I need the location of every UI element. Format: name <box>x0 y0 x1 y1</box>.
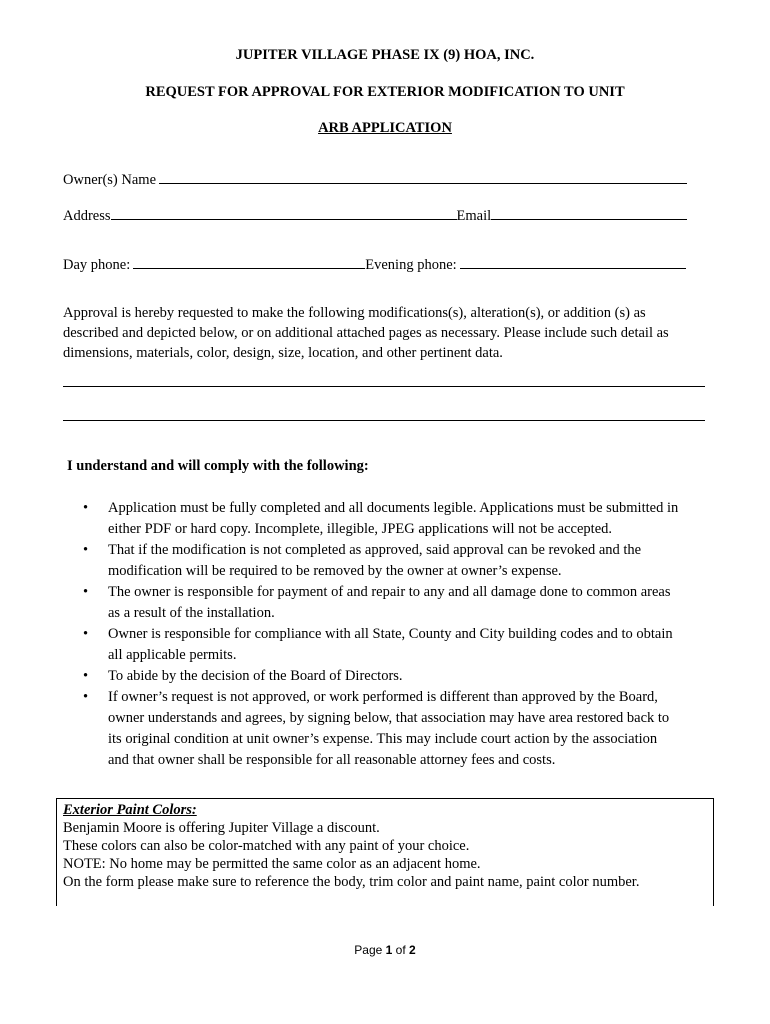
address-label: Address <box>63 208 111 224</box>
terms-item-line: The owner is responsible for payment of and repair to any and all damage done to common areas <box>108 584 671 600</box>
terms-item-line: Application must be fully completed and all documents legible. Applications must be submitted in <box>108 500 679 516</box>
bullet-icon: • <box>83 500 89 516</box>
evening-phone-label: Evening phone: <box>365 257 457 273</box>
evening-phone-field[interactable] <box>460 256 686 269</box>
terms-item-line: modification will be required to be removed by the owner at owner’s expense. <box>108 563 562 579</box>
of-word: of <box>395 943 406 957</box>
phone-row <box>63 256 686 274</box>
page-total: 2 <box>409 943 416 957</box>
owner-name-label: Owner(s) Name <box>63 172 157 188</box>
terms-heading: I understand and will comply with the following: <box>67 458 369 474</box>
day-phone-field[interactable] <box>133 256 365 269</box>
org-name: JUPITER VILLAGE PHASE IX (9) HOA, INC. <box>235 47 535 63</box>
terms-item-line: That if the modification is not completed as approved, said approval can be revoked and the <box>108 542 642 558</box>
terms-item <box>63 498 708 540</box>
arb-application-title: ARB APPLICATION <box>318 120 452 136</box>
terms-item <box>63 687 708 771</box>
paint-colors-line: These colors can also be color-matched with any paint of your choice. <box>63 838 470 854</box>
description-line-2[interactable] <box>63 420 705 421</box>
bullet-icon: • <box>83 542 89 558</box>
terms-item-line: its original condition at unit owner’s expense. This may include court action by the association <box>108 731 658 747</box>
address-field[interactable] <box>111 207 457 220</box>
page-footer <box>0 943 770 957</box>
page-current: 1 <box>385 943 393 957</box>
email-field[interactable] <box>491 207 687 220</box>
description-line-1[interactable] <box>63 386 705 387</box>
terms-item-line: either PDF or hard copy. Incomplete, illegible, JPEG applications will not be accepted. <box>108 521 613 537</box>
terms-item-line: To abide by the decision of the Board of Directors. <box>108 668 403 684</box>
day-phone-label: Day phone: <box>63 257 131 273</box>
intro-line: Approval is hereby requested to make the following modifications(s), alteration(s), or addition (s) as <box>63 305 646 321</box>
page-word: Page <box>354 943 383 957</box>
form-subtitle <box>0 120 770 137</box>
paint-colors-line: NOTE: No home may be permitted the same color as an adjacent home. <box>63 856 481 872</box>
form-title: REQUEST FOR APPROVAL FOR EXTERIOR MODIFICATION TO UNIT <box>145 84 625 100</box>
intro-line: dimensions, materials, color, design, size, location, and other pertinent data. <box>63 345 503 361</box>
paint-colors-title: Exterior Paint Colors: <box>63 802 197 818</box>
terms-item-line: all applicable permits. <box>108 647 237 663</box>
email-label: Email <box>456 208 492 224</box>
bullet-icon: • <box>83 689 89 705</box>
terms-item <box>63 666 708 687</box>
intro-line: described and depicted below, or on additional attached pages as necessary. Please include such detail as <box>63 325 669 341</box>
terms-item-line: owner understands and agrees, by signing below, that association may have area restored back to <box>108 710 670 726</box>
address-email-row <box>63 207 687 225</box>
intro-paragraph <box>63 303 708 363</box>
bullet-icon: • <box>83 668 89 684</box>
owner-name-row <box>63 171 687 189</box>
terms-item-line: If owner’s request is not approved, or work performed is different than approved by the Board, <box>108 689 658 705</box>
paint-colors-line: Benjamin Moore is offering Jupiter Village a discount. <box>63 820 380 836</box>
paint-colors-box <box>56 798 714 906</box>
terms-item-line: and that owner shall be responsible for all reasonable attorney fees and costs. <box>108 752 556 768</box>
owner-name-field[interactable] <box>159 171 687 184</box>
terms-item <box>63 540 708 582</box>
paint-colors-line: On the form please make sure to reference the body, trim color and paint name, paint color number. <box>63 874 640 890</box>
terms-item <box>63 582 708 624</box>
terms-list <box>63 498 708 771</box>
bullet-icon: • <box>83 584 89 600</box>
terms-item-line: Owner is responsible for compliance with all State, County and City building codes and to obtain <box>108 626 673 642</box>
bullet-icon: • <box>83 626 89 642</box>
terms-item-line: as a result of the installation. <box>108 605 275 621</box>
terms-item <box>63 624 708 666</box>
